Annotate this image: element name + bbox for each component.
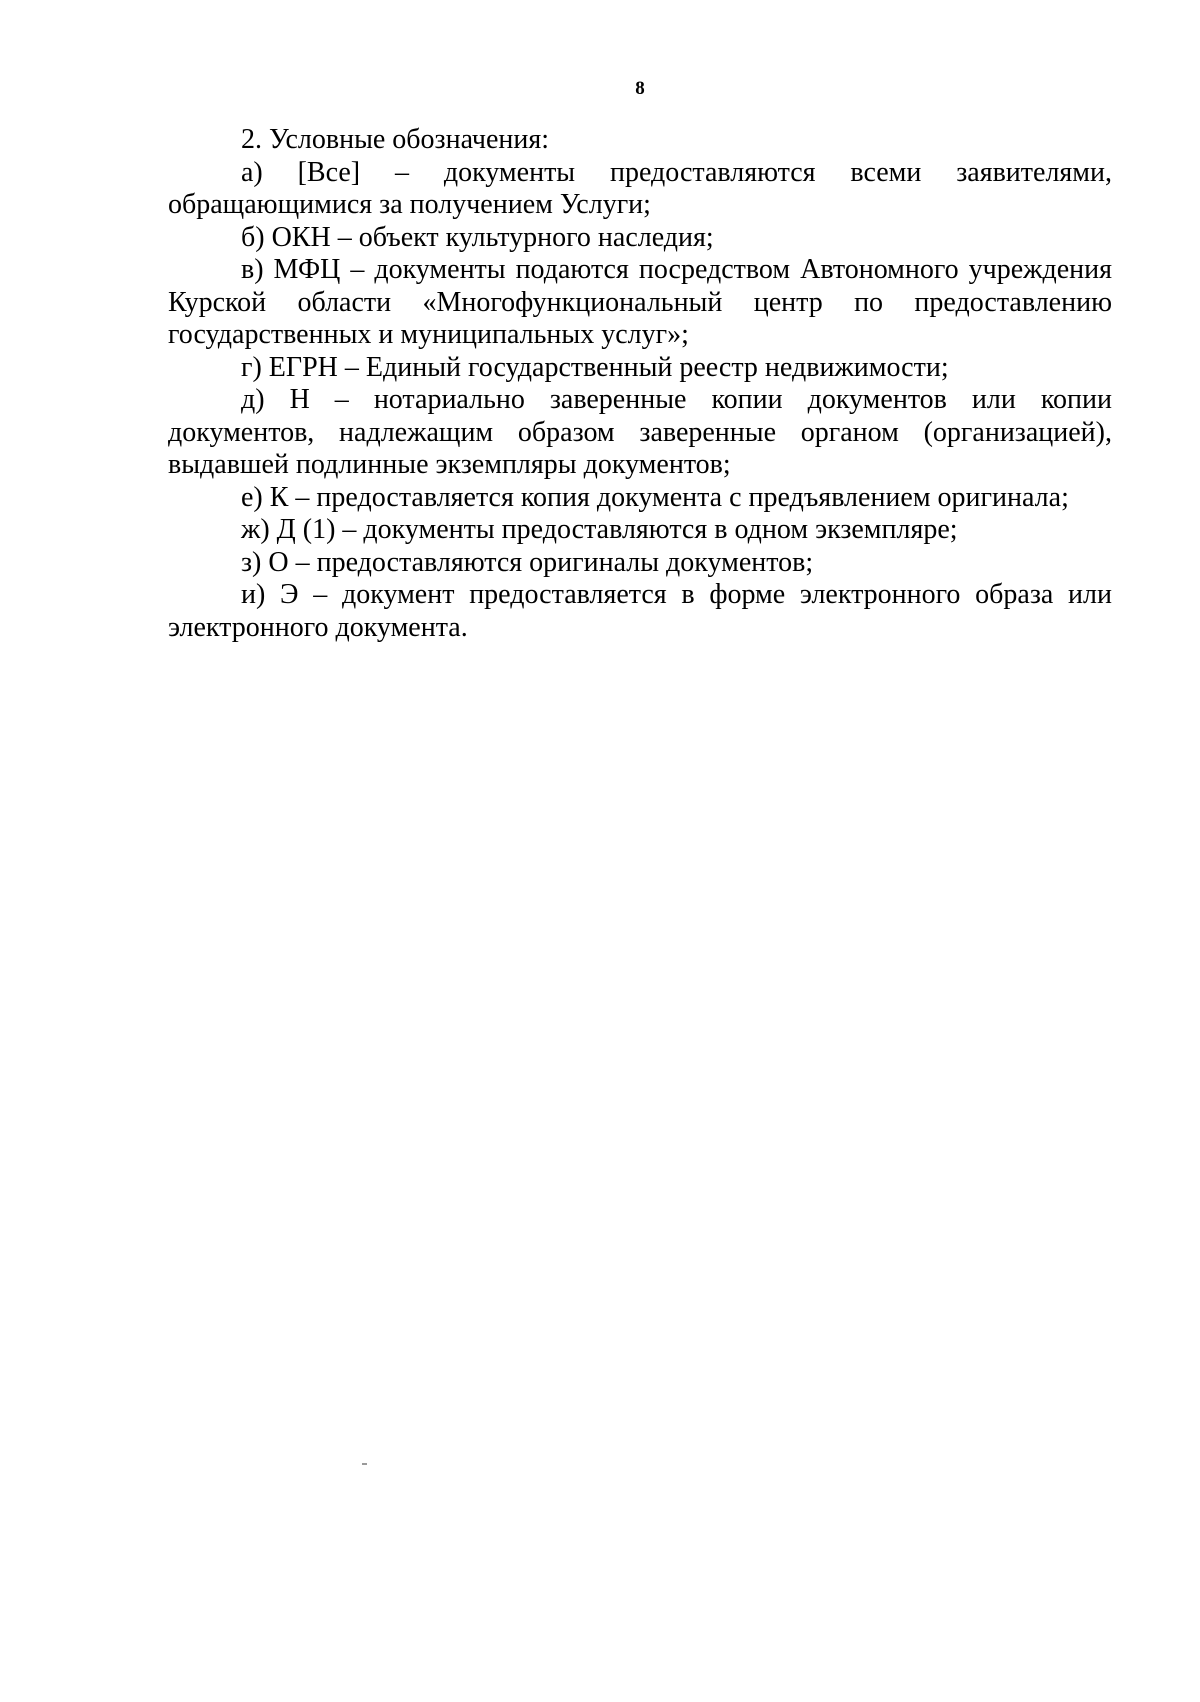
legend-item-zh: ж) Д (1) – документы предоставляются в одном экземпляре; — [241, 514, 958, 545]
legend-item-v: в) МФЦ – документы подаются посредством Автономного учреждения Курской области «Многофункциональный центр по предоставлению государственных и муниципальных услуг»; — [168, 254, 1112, 350]
legend-item-a: а) [Все] – документы предоставляются всеми заявителями, обращающимися за получением Услуги; — [168, 156, 1112, 220]
legend-item-d: д) Н – нотариально заверенные копии документов или копии документов, надлежащим образом заверенные органом (организацией), выдавшей подлинные экземпляры документов; — [168, 384, 1112, 480]
legend-item-e: е) К – предоставляется копия документа с предъявлением оригинала; — [241, 481, 1069, 513]
section-heading: 2. Условные обозначения: — [241, 124, 550, 155]
page-number: 8 — [635, 78, 645, 99]
legend-section — [168, 124, 1112, 644]
legend-item-g: г) ЕГРН – Единый государственный реестр недвижимости; — [241, 351, 949, 383]
legend-item-b: б) ОКН – объект культурного наследия; — [241, 221, 714, 253]
legend-item-i: и) Э – документ предоставляется в форме электронного образа или электронного документа. — [168, 579, 1112, 643]
legend-item-z: з) О – предоставляются оригиналы документов; — [241, 546, 814, 578]
scan-speck — [362, 1463, 367, 1465]
